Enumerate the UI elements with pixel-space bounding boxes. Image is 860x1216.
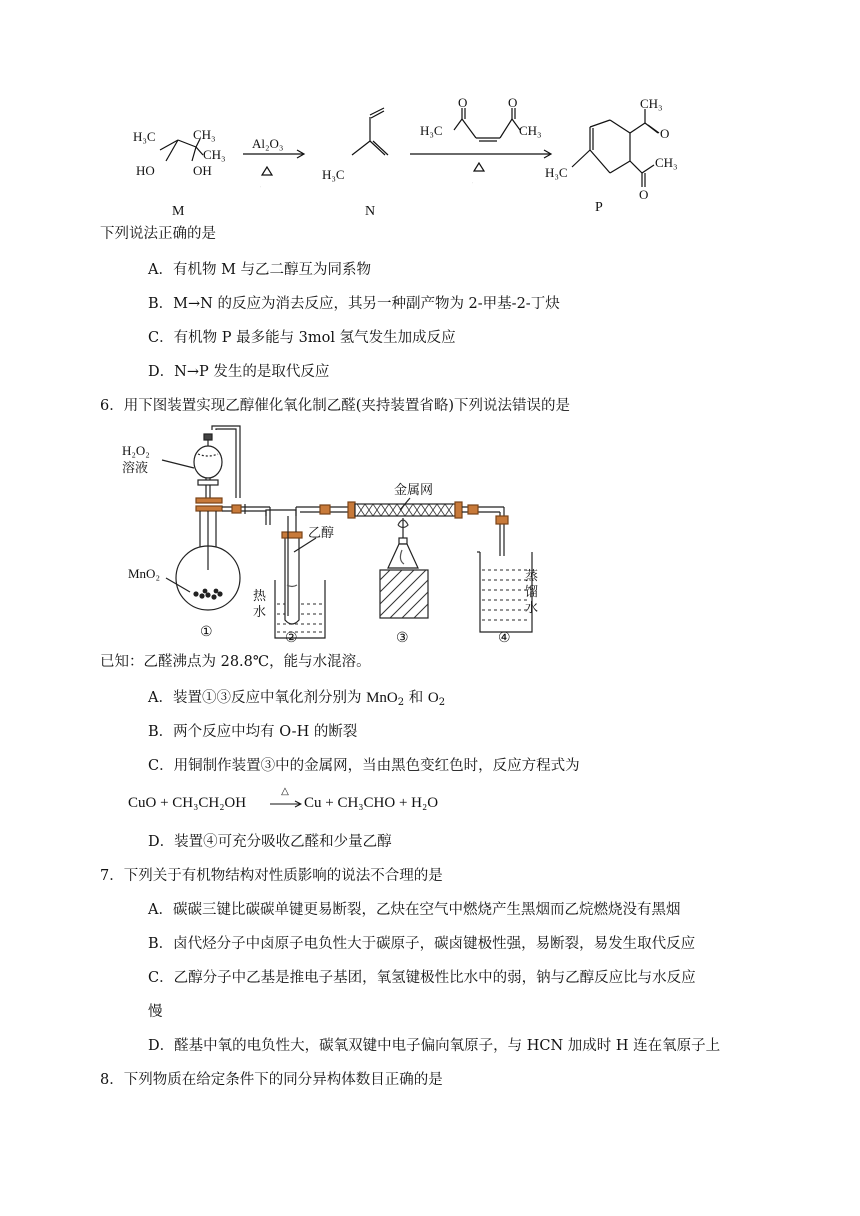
reagent1-heat: △ bbox=[260, 187, 261, 188]
m-h3c: H₃C bbox=[133, 129, 156, 144]
q5-option-b: B．M→N 的反应为消去反应，其另一种副产物为 2-甲基-2-丁炔 bbox=[148, 296, 560, 312]
label-hot-water-1: 热 bbox=[253, 588, 267, 603]
q6-stem: 6．用下图装置实现乙醇催化氧化制乙醛(夹持装置省略)下列说法错误的是 bbox=[100, 398, 571, 414]
q6-equation bbox=[128, 786, 468, 818]
label-ethanol: 乙醇 bbox=[308, 525, 335, 540]
q6-option-b: B．两个反应中均有 O-H 的断裂 bbox=[148, 724, 358, 740]
q6-option-d: D．装置④可充分吸收乙醛和少量乙醇 bbox=[148, 834, 392, 850]
label-metal-mesh: 金属网 bbox=[394, 482, 434, 497]
q7-option-d: D．醛基中氧的电负性大，碳氧双键中电子偏向氧原子，与 HCN 加成时 H 连在氧原子上 bbox=[148, 1038, 721, 1054]
equation-right: Cu + CH₃CHO + H₂O bbox=[304, 795, 439, 811]
q7-option-c-line2: 慢 bbox=[148, 1004, 163, 1020]
q6-option-c: C．用铜制作装置③中的金属网，当由黑色变红色时，反应方程式为 bbox=[148, 758, 580, 774]
label-distilled-2: 馏 bbox=[524, 584, 538, 599]
q7-option-a: A．碳碳三键比碳碳单键更易断裂，乙炔在空气中燃烧产生黑烟而乙烷燃烧没有黑烟 bbox=[148, 902, 681, 918]
reagent2-heat: △ bbox=[472, 183, 473, 184]
m-oh: OH bbox=[193, 163, 212, 178]
q5-stem: 下列说法正确的是 bbox=[100, 226, 216, 242]
label-distilled-3: 水 bbox=[524, 600, 538, 615]
q6-option-a-mno2: MnO bbox=[366, 690, 398, 706]
r-o1: O bbox=[458, 95, 468, 110]
equation-heat: △ bbox=[281, 786, 289, 797]
q7-option-c-line1: C．乙醇分子中乙基是推电子基团，氧氢键极性比水中的弱，钠与乙醇反应比与水反应 bbox=[148, 970, 696, 986]
apparatus-diagram bbox=[120, 420, 540, 645]
q7-stem: 7．下列关于有机物结构对性质影响的说法不合理的是 bbox=[100, 868, 443, 884]
label-m: M bbox=[172, 204, 185, 219]
m-ch3-right: CH₃ bbox=[203, 147, 226, 162]
n-h3c: H₃C bbox=[322, 167, 345, 182]
label-distilled-1: 蒸 bbox=[524, 568, 538, 583]
q7-option-b: B．卤代烃分子中卤原子电负性大于碳原子，碳卤键极性强，易断裂，易发生取代反应 bbox=[148, 936, 696, 952]
label-device-2: ② bbox=[285, 631, 298, 645]
q5-option-d: D．N→P 发生的是取代反应 bbox=[148, 364, 330, 380]
label-device-1: ① bbox=[200, 625, 213, 640]
equation-left: CuO + CH₃CH₂OH bbox=[128, 795, 247, 811]
m-ho: HO bbox=[136, 163, 155, 178]
label-device-4: ④ bbox=[498, 631, 511, 645]
q6-option-a-and: 和 bbox=[404, 690, 428, 706]
p-ch3a: CH₃ bbox=[640, 96, 663, 111]
r-ch3: CH₃ bbox=[519, 123, 542, 138]
p-h3c: H₃C bbox=[545, 165, 568, 180]
p-o1: O bbox=[660, 126, 670, 141]
q5-option-c: C．有机物 P 最多能与 3mol 氢气发生加成反应 bbox=[148, 330, 456, 346]
label-p: P bbox=[595, 200, 603, 215]
q6-option-a-o2: O bbox=[427, 690, 439, 706]
p-o2: O bbox=[639, 187, 649, 202]
label-hot-water-2: 水 bbox=[253, 604, 267, 619]
reaction-scheme bbox=[0, 95, 860, 225]
r-o2: O bbox=[508, 95, 518, 110]
q6-option-a-sub2: 2 bbox=[438, 697, 446, 708]
equation-arrow bbox=[270, 799, 302, 809]
q6-option-a-prefix: A．装置①③反应中氧化剂分别为 bbox=[148, 690, 367, 706]
label-h2o2: H₂O₂ bbox=[122, 443, 150, 458]
q6-option-a-sub1: 2 bbox=[397, 697, 405, 708]
reagent-al2o3: Al₂O₃ bbox=[252, 136, 284, 151]
label-n: N bbox=[365, 204, 376, 219]
q8-stem: 8．下列物质在给定条件下的同分异构体数目正确的是 bbox=[100, 1072, 443, 1088]
q6-known: 已知：乙醛沸点为 28.8℃，能与水混溶。 bbox=[100, 654, 371, 670]
q5-option-a: A．有机物 M 与乙二醇互为同系物 bbox=[148, 262, 372, 278]
label-h2o2-solution: 溶液 bbox=[122, 460, 149, 475]
q6-option-a bbox=[148, 688, 445, 708]
label-mno2: MnO₂ bbox=[128, 566, 160, 581]
m-ch3-top: CH₃ bbox=[193, 127, 216, 142]
r-h3c: H₃C bbox=[420, 123, 443, 138]
p-ch3b: CH₃ bbox=[655, 155, 678, 170]
label-device-3: ③ bbox=[396, 631, 409, 645]
